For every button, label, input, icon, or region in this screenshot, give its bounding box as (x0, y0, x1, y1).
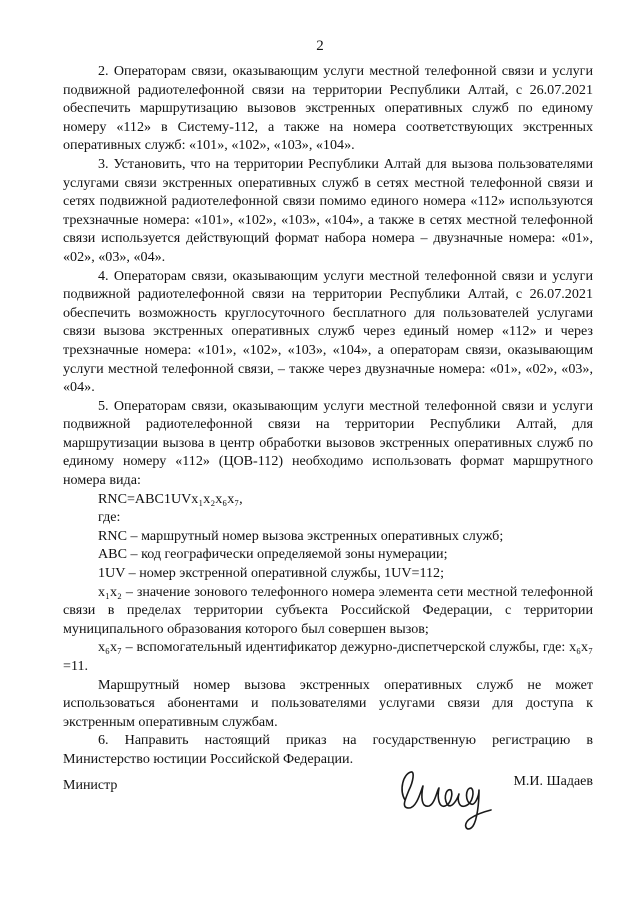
signature-block (63, 760, 593, 840)
page-number: 2 (316, 38, 324, 54)
handwritten-signature (387, 760, 507, 838)
signatory-name: М.И. Шадаев (513, 774, 593, 789)
routing-number-note: Маршрутный номер вызова экстренных оперативных служб не может использоваться абонентами и пользователями услугами связи для доступа к экстренным оперативным службам. (63, 676, 593, 730)
paragraph-2: 2. Операторам связи, оказывающим услуги местной телефонной связи и услуги подвижной радиотелефонной связи на территории Республики Алтай, с 26.07.2021 обеспечить маршрутизацию вызовов экстренных оперативных служб по единому номеру «112» в Систему-112, а также на номера соответствующих экстренных оперативных служб: «101», «102», «103», «104». (63, 63, 593, 154)
definition-rnc: RNC – маршрутный номер вызова экстренных оперативных служб; (98, 527, 504, 544)
document-body (63, 62, 593, 769)
definition-1uv: 1UV – номер экстренной оперативной службы, 1UV=112; (98, 565, 445, 582)
definition-x1x2: x₁x₂ – значение зонового телефонного номера элемента сети местной телефонной связи в пределах территории субъекта Российской Федерации, с территории муниципального образования которого был совершен вызов; (63, 583, 593, 637)
routing-number-formula: RNC=ABC1UVx₁x₂x₆x₇, (98, 490, 243, 507)
paragraph-5: 5. Операторам связи, оказывающим услуги местной телефонной связи и услуги подвижной радиотелефонной связи на территории Республики Алтай, для маршрутизации вызова в центр обработки вызовов экстренных оперативных служб по единому номеру «112» (ЦОВ-112) необходимо использовать формат маршрутного номера вида: (63, 397, 593, 489)
where-label: где: (98, 509, 121, 526)
definition-abc: ABC – код географически определяемой зоны нумерации; (98, 546, 448, 563)
signatory-title: Министр (63, 778, 118, 793)
paragraph-6: 6. Направить настоящий приказ на государственную регистрацию в Министерство юстиции Российской Федерации. (63, 732, 593, 767)
paragraph-3: 3. Установить, что на территории Республики Алтай для вызова пользователями услугами связи экстренных оперативных служб в сетях местной телефонной связи и сетях подвижной радиотелефонной связи помимо единого номера «112» используются трехзначные номера: «101», «102», «103», «104», а также в сетях местной телефонной связи используется действующий формат набора номера – двузначные номера: «01», «02», «03», «04». (63, 155, 593, 265)
paragraph-4: 4. Операторам связи, оказывающим услуги местной телефонной связи и услуги подвижной радиотелефонной связи на территории Республики Алтай, с 26.07.2021 обеспечить возможность круглосуточного бесплатного для пользователей услугами связи вызова экстренных оперативных служб через единый номер «112» и через трехзначные номера: «101», «102», «103», «104», а операторам связи, оказывающим услуги местной телефонной связи, – также через двузначные номера: «01», «02», «03», «04». (63, 267, 593, 396)
definition-x6x7: x₆x₇ – вспомогательный идентификатор дежурно-диспетчерской службы, где: x₆x₇ =11. (63, 639, 593, 674)
